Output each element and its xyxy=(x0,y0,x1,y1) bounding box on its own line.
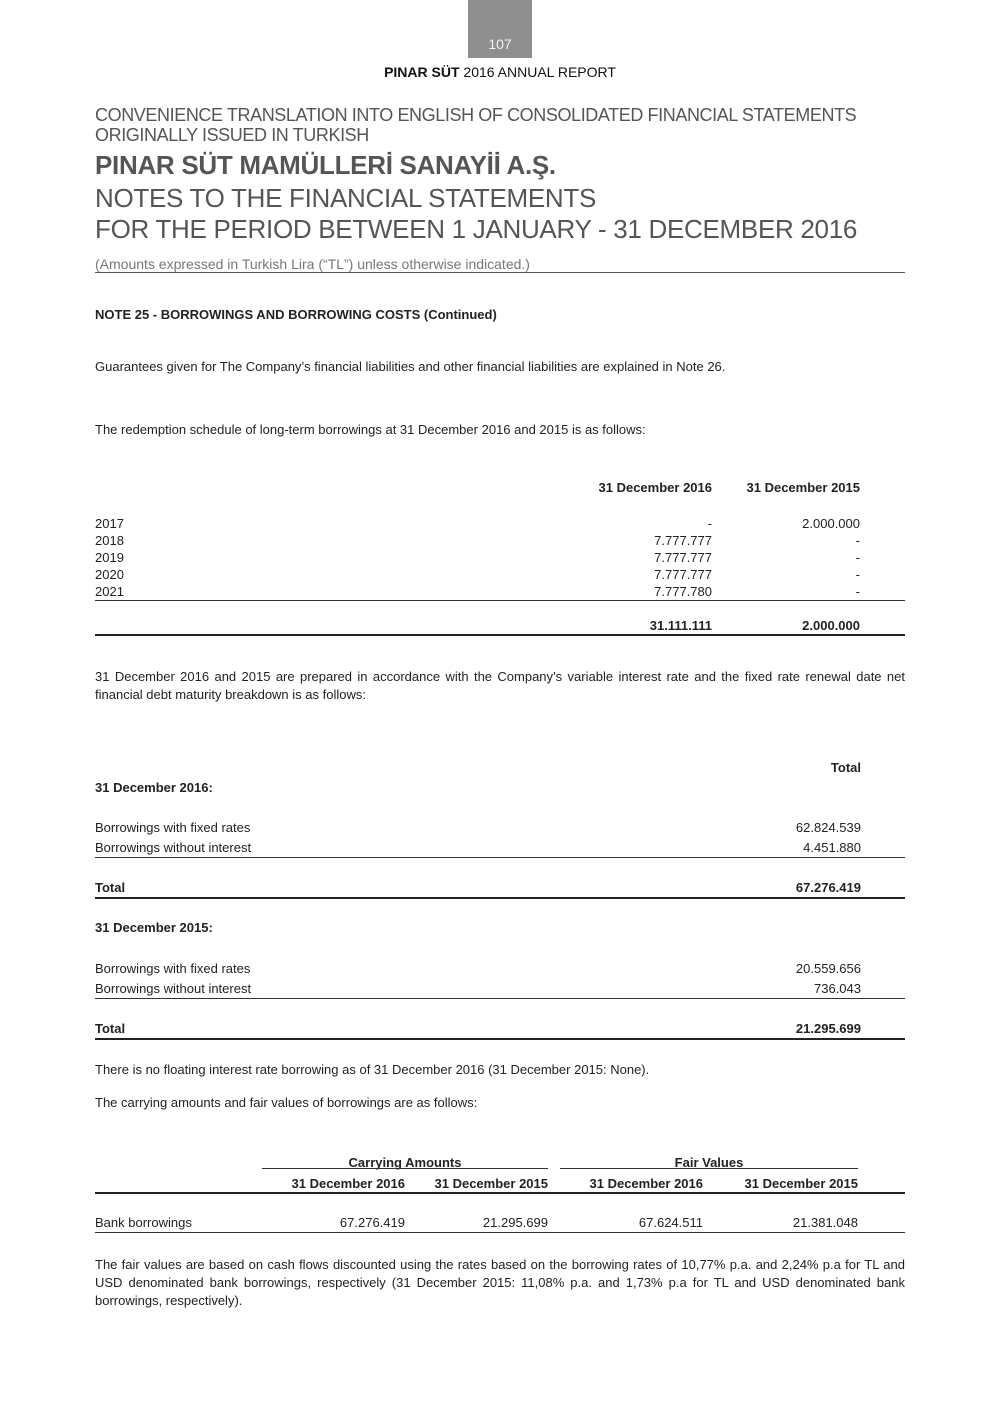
note-title: NOTE 25 - BORROWINGS AND BORROWING COSTS (Continued) xyxy=(95,307,497,322)
total-divider xyxy=(95,897,905,899)
year-label: 2018 xyxy=(95,533,124,548)
carrying-2016-value: 67.276.419 xyxy=(339,1215,405,1230)
notes-heading: NOTES TO THE FINANCIAL STATEMENTS xyxy=(95,183,597,213)
value-2016: 7.777.780 xyxy=(654,584,712,599)
col-header-carrying-2015: 31 December 2015 xyxy=(434,1176,548,1191)
convenience-line-1: CONVENIENCE TRANSLATION INTO ENGLISH OF CONSOLIDATED FINANCIAL STATEMENTS xyxy=(95,105,857,125)
floating-rate-paragraph: There is no floating interest rate borrowing as of 31 December 2016 (31 December 2015: None). xyxy=(95,1062,650,1077)
bank-borrowings-label: Bank borrowings xyxy=(95,1215,192,1230)
report-name: 2016 ANNUAL REPORT xyxy=(459,64,616,80)
col-header-carrying-2016: 31 December 2016 xyxy=(291,1176,405,1191)
row-label: Borrowings with fixed rates xyxy=(95,820,251,835)
total-2016: 31.111.111 xyxy=(649,618,712,633)
row-value: 62.824.539 xyxy=(795,820,861,835)
carrying-group-underline xyxy=(262,1168,548,1169)
period-heading: FOR THE PERIOD BETWEEN 1 JANUARY - 31 DECEMBER 2016 xyxy=(95,214,858,244)
fair-value-paragraph: The fair values are based on cash flows discounted using the rates based on the borrowing rates of 10,77% p.a. and 2,24% p.a for TL and USD denominated bank borrowings, respectively (31 December 2015: 11,08% p.a. and 1,73% p.a for TL and USD denominated bank borrowings, respectively). xyxy=(95,1257,905,1308)
section-title-2016: 31 December 2016: xyxy=(95,780,213,795)
total-divider xyxy=(95,634,905,636)
value-2016: 7.777.777 xyxy=(654,550,712,565)
redemption-intro-paragraph: The redemption schedule of long-term borrowings at 31 December 2016 and 2015 is as follows: xyxy=(95,422,646,437)
carrying-intro-paragraph: The carrying amounts and fair values of borrowings are as follows: xyxy=(95,1095,478,1110)
value-2015: - xyxy=(855,584,860,599)
fair-group-underline xyxy=(560,1168,858,1169)
col-header-2015: 31 December 2015 xyxy=(746,480,860,495)
year-label: 2019 xyxy=(95,550,124,565)
total-label: Total xyxy=(95,880,126,895)
maturity-paragraph: 31 December 2016 and 2015 are prepared in accordance with the Company’s variable interest rate and the fixed rate renewal date net financial debt maturity breakdown is as follows: xyxy=(95,669,905,702)
report-title xyxy=(0,64,1000,80)
section-title-2015: 31 December 2015: xyxy=(95,920,213,935)
value-2015: 2.000.000 xyxy=(802,516,860,531)
carrying-2015-value: 21.295.699 xyxy=(482,1215,548,1230)
value-2016: 7.777.777 xyxy=(654,533,712,548)
header-divider xyxy=(95,272,905,273)
row-label: Borrowings with fixed rates xyxy=(95,961,251,976)
total-value: 67.276.419 xyxy=(795,880,861,895)
row-divider xyxy=(95,1232,905,1233)
value-2016: - xyxy=(707,516,712,531)
total-label: Total xyxy=(95,1021,126,1036)
fair-values-group-header: Fair Values xyxy=(674,1155,744,1170)
guarantees-paragraph: Guarantees given for The Company’s financial liabilities and other financial liabilities are explained in Note 26. xyxy=(95,359,726,374)
fair-2015-value: 21.381.048 xyxy=(792,1215,858,1230)
subtotal-divider xyxy=(95,857,905,858)
total-column-header: Total xyxy=(830,760,861,775)
company-name: PINAR SÜT MAMÜLLERİ SANAYİİ A.Ş. xyxy=(95,150,556,180)
row-label: Borrowings without interest xyxy=(95,840,252,855)
page-number: 107 xyxy=(488,36,512,52)
value-2016: 7.777.777 xyxy=(654,567,712,582)
col-header-2016: 31 December 2016 xyxy=(598,480,712,495)
total-2015: 2.000.000 xyxy=(802,618,860,633)
report-brand: PINAR SÜT xyxy=(384,64,460,80)
convenience-translation-heading xyxy=(95,105,856,145)
value-2015: - xyxy=(855,533,860,548)
col-header-fair-2016: 31 December 2016 xyxy=(589,1176,703,1191)
amounts-note: (Amounts expressed in Turkish Lira (“TL”) unless otherwise indicated.) xyxy=(95,256,530,272)
value-2015: - xyxy=(855,567,860,582)
total-value: 21.295.699 xyxy=(795,1021,861,1036)
subtotal-divider xyxy=(95,998,905,999)
carrying-amounts-group-header: Carrying Amounts xyxy=(348,1155,462,1170)
row-value: 736.043 xyxy=(814,981,861,996)
row-label: Borrowings without interest xyxy=(95,981,252,996)
subtotal-divider xyxy=(95,600,905,601)
header-divider xyxy=(95,1192,905,1194)
convenience-line-2: ORIGINALLY ISSUED IN TURKISH xyxy=(95,125,369,145)
row-value: 20.559.656 xyxy=(795,961,861,976)
value-2015: - xyxy=(855,550,860,565)
year-label: 2021 xyxy=(95,584,124,599)
year-label: 2017 xyxy=(95,516,124,531)
total-divider xyxy=(95,1038,905,1040)
fair-2016-value: 67.624.511 xyxy=(638,1215,703,1230)
col-header-fair-2015: 31 December 2015 xyxy=(744,1176,858,1191)
row-value: 4.451.880 xyxy=(803,840,861,855)
year-label: 2020 xyxy=(95,567,124,582)
